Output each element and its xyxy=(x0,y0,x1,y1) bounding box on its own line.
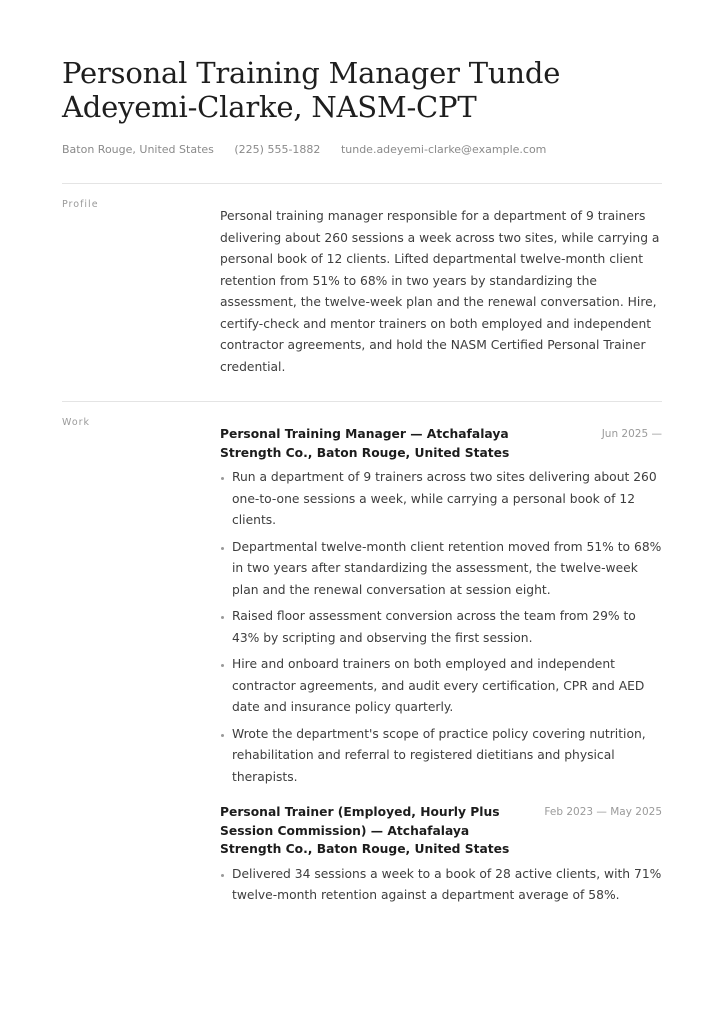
job-entry xyxy=(220,425,662,788)
bullet-item: Delivered 34 sessions a week to a book of 28 active clients, with 71% twelve-month retention against a department average of 58%. xyxy=(220,864,662,907)
contact-email: tunde.adeyemi-clarke@example.com xyxy=(340,143,547,156)
job-dates: Feb 2023 — May 2025 xyxy=(544,806,662,818)
job-bullets xyxy=(220,864,662,907)
section-label-profile: Profile xyxy=(62,199,99,210)
contact-location: Baton Rouge, United States xyxy=(62,143,214,156)
bullet-item: Run a department of 9 trainers across two sites delivering about 260 one-to-one sessions a week, while carrying a personal book of 12 clients. xyxy=(220,467,662,532)
job-title: Personal Training Manager — Atchafalaya Strength Co., Baton Rouge, United States xyxy=(220,427,510,460)
bullet-item: Departmental twelve-month client retention moved from 51% to 68% in two years after standardizing the assessment, the twelve-week plan and the renewal conversation at session eight. xyxy=(220,537,662,602)
job-title: Personal Trainer (Employed, Hourly Plus Session Commission) — Atchafalaya Strength Co., Baton Rouge, United States xyxy=(220,805,510,856)
candidate-name: Personal Training Manager Tunde Adeyemi-Clarke, NASM-CPT xyxy=(62,56,561,124)
section-label-work: Work xyxy=(62,417,91,428)
divider xyxy=(62,401,662,402)
divider xyxy=(62,183,662,184)
job-bullets xyxy=(220,467,662,788)
bullet-item: Hire and onboard trainers on both employed and independent contractor agreements, and audit every certification, CPR and AED date and insurance policy quarterly. xyxy=(220,654,662,719)
job-header xyxy=(220,425,662,462)
contact-phone: (225) 555-1882 xyxy=(234,143,321,156)
job-dates: Jun 2025 — xyxy=(601,428,662,440)
bullet-item: Raised floor assessment conversion across the team from 29% to 43% by scripting and observing the first session. xyxy=(220,606,662,649)
contact-line xyxy=(62,143,563,156)
job-header xyxy=(220,803,662,859)
bullet-item: Wrote the department's scope of practice policy covering nutrition, rehabilitation and referral to registered dietitians and physical therapists. xyxy=(220,724,662,789)
profile-summary: Personal training manager responsible for a department of 9 trainers delivering about 260 sessions a week across two sites, while carrying a personal book of 12 clients. Lifted departmental twelve-month client retention from 51% to 68% in two years by standardizing the assessment, the twelve-week plan and the renewal conversation. Hire, certify-check and mentor trainers on both employed and independent contractor agreements, and hold the NASM Certified Personal Trainer credential. xyxy=(220,209,660,374)
job-entry xyxy=(220,803,662,907)
